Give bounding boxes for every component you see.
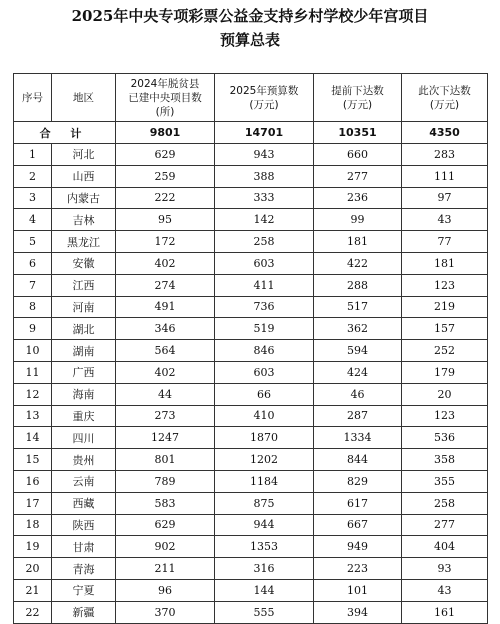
cell-projects: 1247 <box>116 427 215 449</box>
total-label: 合 计 <box>14 122 116 144</box>
cell-seq: 2 <box>14 165 52 187</box>
cell-seq: 3 <box>14 187 52 209</box>
cell-budget: 1184 <box>215 470 314 492</box>
table-row <box>14 340 488 362</box>
cell-advance: 287 <box>314 405 402 427</box>
table-row <box>14 274 488 296</box>
cell-budget: 411 <box>215 274 314 296</box>
header-current-line: 此次下达数 <box>418 84 471 97</box>
cell-projects: 273 <box>116 405 215 427</box>
cell-current: 536 <box>402 427 488 449</box>
cell-budget: 846 <box>215 340 314 362</box>
document-title <box>0 4 500 52</box>
cell-advance: 394 <box>314 601 402 623</box>
total-current: 4350 <box>402 122 488 144</box>
cell-budget: 316 <box>215 558 314 580</box>
cell-region: 河北 <box>52 144 116 166</box>
cell-region: 青海 <box>52 558 116 580</box>
cell-advance: 99 <box>314 209 402 231</box>
cell-region: 重庆 <box>52 405 116 427</box>
cell-projects: 491 <box>116 296 215 318</box>
cell-current: 20 <box>402 383 488 405</box>
table-row <box>14 492 488 514</box>
cell-projects: 629 <box>116 514 215 536</box>
cell-advance: 1334 <box>314 427 402 449</box>
cell-current: 219 <box>402 296 488 318</box>
cell-current: 355 <box>402 470 488 492</box>
cell-current: 123 <box>402 405 488 427</box>
cell-region: 新疆 <box>52 601 116 623</box>
cell-advance: 594 <box>314 340 402 362</box>
cell-current: 283 <box>402 144 488 166</box>
cell-budget: 258 <box>215 231 314 253</box>
cell-projects: 44 <box>116 383 215 405</box>
total-advance: 10351 <box>314 122 402 144</box>
table-row <box>14 296 488 318</box>
cell-advance: 617 <box>314 492 402 514</box>
cell-budget: 736 <box>215 296 314 318</box>
table-row <box>14 427 488 449</box>
cell-projects: 402 <box>116 361 215 383</box>
cell-seq: 12 <box>14 383 52 405</box>
cell-current: 258 <box>402 492 488 514</box>
cell-projects: 583 <box>116 492 215 514</box>
table-row <box>14 361 488 383</box>
cell-region: 贵州 <box>52 449 116 471</box>
table-row <box>14 165 488 187</box>
cell-projects: 172 <box>116 231 215 253</box>
cell-current: 43 <box>402 209 488 231</box>
table-row <box>14 536 488 558</box>
cell-seq: 16 <box>14 470 52 492</box>
table-row <box>14 383 488 405</box>
cell-seq: 10 <box>14 340 52 362</box>
cell-current: 97 <box>402 187 488 209</box>
cell-seq: 19 <box>14 536 52 558</box>
cell-current: 157 <box>402 318 488 340</box>
cell-current: 43 <box>402 579 488 601</box>
cell-budget: 555 <box>215 601 314 623</box>
cell-advance: 46 <box>314 383 402 405</box>
cell-projects: 629 <box>116 144 215 166</box>
cell-projects: 902 <box>116 536 215 558</box>
cell-region: 安徽 <box>52 252 116 274</box>
cell-seq: 17 <box>14 492 52 514</box>
cell-budget: 875 <box>215 492 314 514</box>
cell-current: 77 <box>402 231 488 253</box>
cell-advance: 288 <box>314 274 402 296</box>
cell-budget: 410 <box>215 405 314 427</box>
cell-budget: 943 <box>215 144 314 166</box>
cell-region: 黑龙江 <box>52 231 116 253</box>
cell-seq: 18 <box>14 514 52 536</box>
table-row <box>14 318 488 340</box>
header-current <box>402 74 488 122</box>
cell-seq: 9 <box>14 318 52 340</box>
cell-seq: 14 <box>14 427 52 449</box>
header-current-line: (万元) <box>429 98 460 111</box>
cell-region: 广西 <box>52 361 116 383</box>
cell-seq: 21 <box>14 579 52 601</box>
cell-current: 252 <box>402 340 488 362</box>
header-seq: 序号 <box>14 74 52 122</box>
cell-region: 湖北 <box>52 318 116 340</box>
table-row <box>14 470 488 492</box>
cell-advance: 517 <box>314 296 402 318</box>
cell-region: 宁夏 <box>52 579 116 601</box>
table-row <box>14 558 488 580</box>
cell-projects: 259 <box>116 165 215 187</box>
header-projects-line: 2024年脱贫县 <box>130 77 200 90</box>
cell-seq: 4 <box>14 209 52 231</box>
cell-budget: 388 <box>215 165 314 187</box>
cell-projects: 564 <box>116 340 215 362</box>
cell-current: 161 <box>402 601 488 623</box>
table-row <box>14 601 488 623</box>
table-row <box>14 252 488 274</box>
cell-seq: 20 <box>14 558 52 580</box>
cell-seq: 7 <box>14 274 52 296</box>
cell-advance: 829 <box>314 470 402 492</box>
cell-projects: 346 <box>116 318 215 340</box>
cell-projects: 95 <box>116 209 215 231</box>
cell-projects: 222 <box>116 187 215 209</box>
table-row <box>14 579 488 601</box>
cell-advance: 223 <box>314 558 402 580</box>
cell-advance: 277 <box>314 165 402 187</box>
header-projects-line: (所) <box>155 105 175 118</box>
cell-budget: 603 <box>215 252 314 274</box>
cell-current: 179 <box>402 361 488 383</box>
cell-region: 西藏 <box>52 492 116 514</box>
cell-seq: 11 <box>14 361 52 383</box>
table-row <box>14 144 488 166</box>
table-row <box>14 405 488 427</box>
cell-projects: 402 <box>116 252 215 274</box>
cell-budget: 1870 <box>215 427 314 449</box>
header-region: 地区 <box>52 74 116 122</box>
cell-seq: 1 <box>14 144 52 166</box>
cell-advance: 949 <box>314 536 402 558</box>
cell-region: 湖南 <box>52 340 116 362</box>
cell-region: 海南 <box>52 383 116 405</box>
cell-current: 181 <box>402 252 488 274</box>
cell-current: 358 <box>402 449 488 471</box>
total-projects: 9801 <box>116 122 215 144</box>
table-row <box>14 187 488 209</box>
cell-region: 江西 <box>52 274 116 296</box>
cell-advance: 101 <box>314 579 402 601</box>
header-advance-line: (万元) <box>342 98 373 111</box>
budget-table <box>13 73 488 624</box>
cell-budget: 333 <box>215 187 314 209</box>
cell-projects: 96 <box>116 579 215 601</box>
cell-budget: 144 <box>215 579 314 601</box>
cell-region: 河南 <box>52 296 116 318</box>
cell-region: 甘肃 <box>52 536 116 558</box>
total-row <box>14 122 488 144</box>
cell-region: 陕西 <box>52 514 116 536</box>
cell-region: 内蒙古 <box>52 187 116 209</box>
cell-advance: 844 <box>314 449 402 471</box>
cell-seq: 5 <box>14 231 52 253</box>
header-budget-line: 2025年预算数 <box>229 84 299 97</box>
cell-budget: 66 <box>215 383 314 405</box>
header-budget-line: (万元) <box>249 98 279 111</box>
cell-projects: 789 <box>116 470 215 492</box>
cell-advance: 667 <box>314 514 402 536</box>
title-line-1: 2025年中央专项彩票公益金支持乡村学校少年宫项目 <box>71 7 429 25</box>
cell-seq: 6 <box>14 252 52 274</box>
cell-budget: 1202 <box>215 449 314 471</box>
cell-region: 四川 <box>52 427 116 449</box>
cell-seq: 15 <box>14 449 52 471</box>
cell-region: 山西 <box>52 165 116 187</box>
cell-seq: 13 <box>14 405 52 427</box>
cell-current: 93 <box>402 558 488 580</box>
cell-budget: 142 <box>215 209 314 231</box>
cell-current: 277 <box>402 514 488 536</box>
cell-budget: 519 <box>215 318 314 340</box>
cell-advance: 362 <box>314 318 402 340</box>
cell-advance: 424 <box>314 361 402 383</box>
cell-current: 123 <box>402 274 488 296</box>
cell-advance: 236 <box>314 187 402 209</box>
cell-budget: 603 <box>215 361 314 383</box>
table-row <box>14 231 488 253</box>
cell-current: 111 <box>402 165 488 187</box>
header-advance-line: 提前下达数 <box>331 84 384 97</box>
cell-seq: 8 <box>14 296 52 318</box>
table-row <box>14 514 488 536</box>
cell-seq: 22 <box>14 601 52 623</box>
header-budget <box>215 74 314 122</box>
cell-current: 404 <box>402 536 488 558</box>
header-projects-line: 已建中央项目数 <box>128 91 202 104</box>
cell-projects: 211 <box>116 558 215 580</box>
header-advance <box>314 74 402 122</box>
total-budget: 14701 <box>215 122 314 144</box>
table-row <box>14 449 488 471</box>
header-projects <box>116 74 215 122</box>
cell-advance: 660 <box>314 144 402 166</box>
table-row <box>14 209 488 231</box>
cell-region: 云南 <box>52 470 116 492</box>
title-line-2: 预算总表 <box>219 31 280 49</box>
cell-projects: 274 <box>116 274 215 296</box>
cell-advance: 422 <box>314 252 402 274</box>
cell-advance: 181 <box>314 231 402 253</box>
cell-budget: 944 <box>215 514 314 536</box>
table-header-row <box>14 74 488 122</box>
cell-region: 吉林 <box>52 209 116 231</box>
cell-projects: 801 <box>116 449 215 471</box>
cell-projects: 370 <box>116 601 215 623</box>
cell-budget: 1353 <box>215 536 314 558</box>
